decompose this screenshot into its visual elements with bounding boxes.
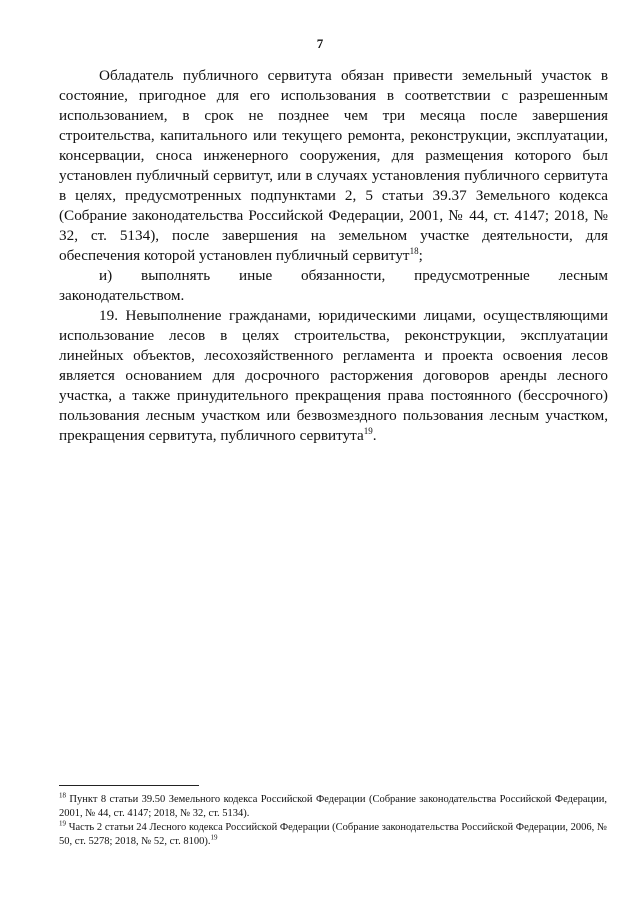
footnote-number: 18 [59,791,66,800]
paragraph-19 [59,306,608,446]
paragraph-public-servitude-obligation [59,66,608,266]
page-number: 7 [316,36,324,51]
paragraph-item-i [59,266,608,306]
footnotes [59,793,607,849]
paragraph-tail: ; [418,247,423,264]
footnote-separator [59,785,199,786]
footnote-ref-19: 19 [363,425,373,436]
paragraph-tail: . [372,427,377,444]
document-body [59,66,608,446]
footnote-ref-18: 18 [409,245,419,256]
paragraph-text: и) выполнять иные обязанности, предусмотренные лесным законодательством. [59,267,608,304]
footnote-trailing-ref: 19 [210,833,218,842]
footnote-text: Пункт 8 статьи 39.50 Земельного кодекса Российской Федерации (Собрание законодательства Российской Федерации, 2001, № 44, ст. 4147; 2018, № 32, ст. 5134). [59,794,607,819]
footnote-number: 19 [59,819,66,828]
paragraph-text: Обладатель публичного сервитута обязан привести земельный участок в состояние, пригодное для его использования в соответствии с разрешенным использованием, в срок не позднее чем три месяца после завершения строительства, капитального или текущего ремонта, реконструкции, эксплуатации, консервации, сноса инженерного сооружения, для размещения которого был установлен публичный сервитут, или в случаях установления публичного сервитута в целях, предусмотренных подпунктами 2, 5 статьи 39.37 Земельного кодекса (Собрание законодательства Российской Федерации, 2001, № 44, ст. 4147; 2018, № 32, ст. 5134), после завершения на земельном участке деятельности, для обеспечения которой установлен публичный сервитут [59,67,608,264]
footnote-18 [59,793,607,821]
footnote-19 [59,821,607,849]
footnote-text: Часть 2 статьи 24 Лесного кодекса Российской Федерации (Собрание законодательства Российской Федерации, 2006, № 50, ст. 5278; 2018, № 52, ст. 8100). [59,822,608,847]
paragraph-text: 19. Невыполнение гражданами, юридическими лицами, осуществляющими использование лесов в целях строительства, реконструкции, эксплуатации линейных объектов, лесохозяйственного регламента и проекта освоения лесов является основанием для досрочного расторжения договоров аренды лесного участка, а также принудительного прекращения права постоянного (бессрочного) пользования лесным участком или безвозмездного пользования лесным участком, прекращения сервитута, публичного сервитута [59,307,608,444]
